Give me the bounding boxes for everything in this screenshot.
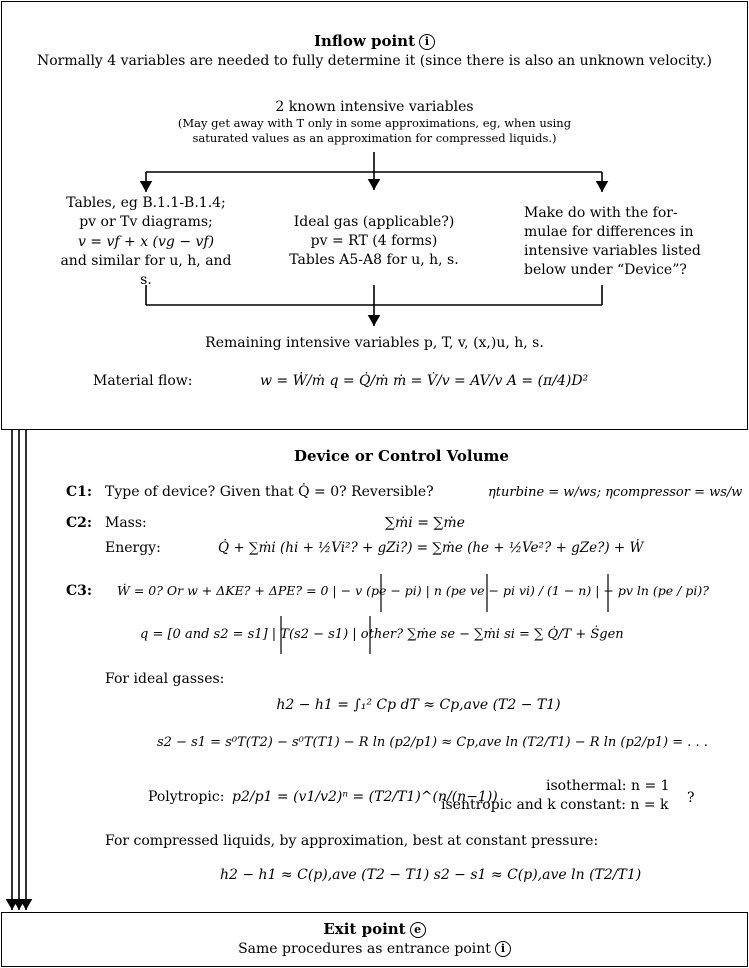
remaining-variables: Remaining intensive variables p, T, v, (x,)u, h, s. [205,335,544,351]
isentropic-condition: isentropic and k constant: n = k [441,797,669,813]
material-flow-equations: w = Ẇ/ṁ q = Q̇/ṁ ṁ = V̇/v = AV/v A = (π/4)D² [260,373,589,389]
formulae-line-2: mulae for differences in [524,224,694,240]
entrance-i-icon: i [495,941,511,957]
tables-line-1: Tables, eg B.1.1-B.1.4; [66,195,226,211]
material-flow-label: Material flow: [93,373,193,389]
c1-text: Type of device? Given that Q̇ = 0? Reversible? [105,484,434,500]
known-variables-title: 2 known intensive variables [275,99,474,115]
energy-label: Energy: [105,540,161,556]
exit-text: Same procedures as entrance point i [0,940,749,958]
c3-work-line: Ẇ = 0? Or w + ΔKE? + ΔPE? = 0 | − v (pe − pi) | n (pe ve − pi vi) / (1 − n) | − pv ln (pe / pi)? [117,583,709,598]
compressed-liquids-label: For compressed liquids, by approximation, best at constant pressure: [105,833,599,849]
c2-label: C2: [66,515,93,531]
polytropic-equation: p2/p1 = (v1/v2)ⁿ = (T2/T1)^(n/(n−1)) [232,789,498,805]
formulae-line-4: below under “Device”? [524,262,687,278]
ideal-gas-line-2: pv = RT (4 forms) [310,233,438,249]
formulae-line-3: intensive variables listed [524,243,701,259]
tables-line-3: v = vf + x (vg − vf) [77,234,215,250]
tables-line-5: s. [140,272,152,288]
formulae-line-1: Make do with the for- [524,205,678,221]
exit-title: Exit point e [0,920,749,938]
known-variables-note-1: (May get away with T only in some approximations, eg, when using [177,116,572,130]
c1-efficiency: ηturbine = w/ws; ηcompressor = ws/w [488,485,743,500]
ideal-gas-line-1: Ideal gas (applicable?) [293,214,455,230]
polytropic-label: Polytropic: [148,789,225,805]
tables-line-2: pv or Tv diagrams; [79,214,213,230]
tables-line-4: and similar for u, h, and [60,253,232,269]
inflow-i-icon: i [419,34,435,50]
isothermal-condition: isothermal: n = 1 [546,778,670,794]
energy-equation: Q̇ + ∑ṁi (hi + ½Vi²? + gZi?) = ∑ṁe (he + ½Ve²? + gZe?) + Ẇ [218,540,644,556]
mass-label: Mass: [105,515,147,531]
c3-label: C3: [66,583,93,599]
compressed-liquids-equations: h2 − h1 ≈ C(p),ave (T2 − T1) s2 − s1 ≈ C(p),ave ln (T2/T1) [220,867,642,883]
ideal-enthalpy-equation: h2 − h1 = ∫₁² Cp dT ≈ Cp,ave (T2 − T1) [276,697,561,713]
ideal-gas-line-3: Tables A5-A8 for u, h, s. [289,252,459,268]
inflow-title: Inflow point i [0,32,749,50]
known-variables-note-2: saturated values as an approximation for compressed liquids.) [192,131,557,145]
ideal-gasses-label: For ideal gasses: [105,671,225,687]
c3-heat-line: q = [0 and s2 = s1] | T(s2 − s1) | other? ∑ṁe se − ∑ṁi si = ∑ Q̇/T + Ṡgen [140,627,624,642]
inflow-subtitle: Normally 4 variables are needed to fully determine it (since there is also an unknown velocity.) [36,53,713,69]
polytropic-question: ? [687,790,695,806]
exit-e-icon: e [410,922,426,938]
ideal-entropy-equation: s2 − s1 = s⁰T(T2) − s⁰T(T1) − R ln (p2/p1) ≈ Cp,ave ln (T2/T1) − R ln (p2/p1) = . . . [157,735,708,750]
c1-label: C1: [66,484,93,500]
mass-equation: ∑ṁi = ∑ṁe [385,515,465,531]
device-title: Device or Control Volume [294,447,509,465]
